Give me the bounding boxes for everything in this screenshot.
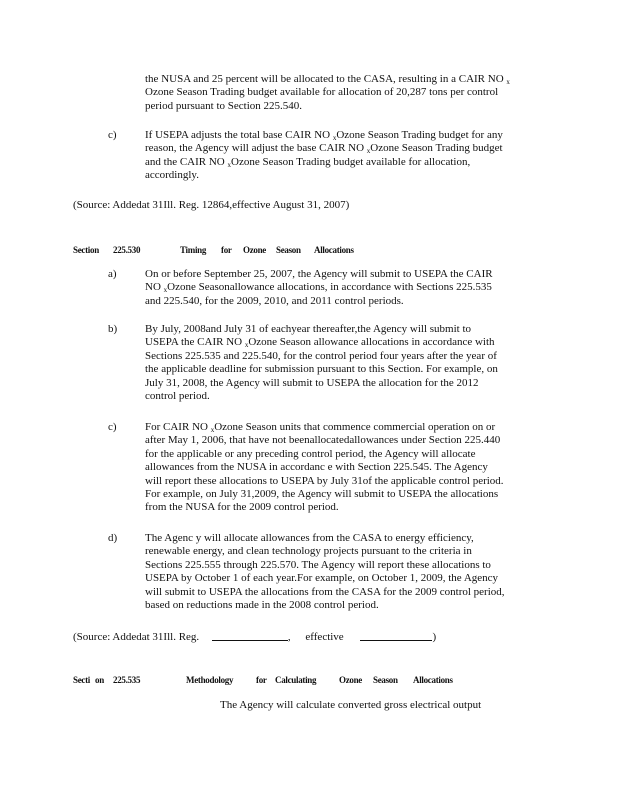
effective-date-blank: [360, 630, 432, 641]
register-page-blank: [212, 630, 288, 641]
text-line: USEPA the CAIR NO $_x$Ozone Season allowance allocations in accordance with: [145, 336, 495, 350]
text-line: will submit to USEPA the allocations from the CASA for the 2009 control period,: [145, 585, 505, 598]
section-title-word: for: [256, 675, 267, 685]
section-title-word: Methodology: [186, 675, 234, 685]
text-line: Sections 225.555 through 225.570. The Agency will report these allocations to: [145, 558, 491, 571]
text-line: July 31, 2008, the Agency will submit to USEPA the allocation for the 2012: [145, 376, 479, 389]
section-title-word: Ozone: [243, 245, 266, 255]
intro-paragraph: [145, 73, 531, 113]
text-line: Ozone Season Trading budget available for allocation of 20,287 tons per control: [145, 86, 499, 99]
source-note-pending: [73, 630, 436, 644]
item-c-paragraph: [145, 129, 537, 183]
item-marker: c): [108, 129, 117, 141]
section-title-word: Allocations: [413, 675, 453, 685]
section-label: Section: [73, 245, 99, 255]
text-line: period pursuant to Section 225.540.: [145, 99, 303, 112]
section-title-word: Season: [373, 675, 398, 685]
source-note: (Source: Addedat 31Ill. Reg. 12864,effective August 31, 2007): [73, 199, 350, 211]
text-line: the NUSA and 25 percent will be allocated to the CASA, resulting in a CAIR NO $_x$: [145, 73, 510, 86]
text-line: renewable energy, and clean technology projects pursuant to the criteria in: [145, 545, 472, 558]
section-title-word: Season: [276, 245, 301, 255]
text-line: Sections 225.535 and 225.540, for the control period four years after the year of: [145, 349, 497, 362]
section-title-word: Ozone: [339, 675, 362, 685]
section-label: Secti: [73, 675, 90, 685]
item-marker: a): [108, 268, 117, 280]
section-title-word: Calculating: [275, 675, 317, 685]
item-marker: c): [108, 421, 117, 433]
item-b-paragraph: [145, 323, 537, 403]
text-line: control period.: [145, 390, 210, 403]
text-line: The Agenc y will allocate allowances from the CASA to energy efficiency,: [145, 532, 474, 544]
text-line: For example, on July 31,2009, the Agency will submit to USEPA the allocations: [145, 488, 499, 501]
section-title-word: Timing: [180, 245, 207, 255]
item-a-paragraph: [145, 268, 531, 308]
text-line: for the applicable or any preceding control period, the Agency will allocate: [145, 447, 476, 460]
text-line: from the NUSA for the 2009 control period.: [145, 501, 339, 514]
text-line: If USEPA adjusts the total base CAIR NO $_x$Ozone Season Trading budget for any: [145, 129, 503, 142]
text-line: NO $_x$Ozone Seasonallowance allocations, in accordance with Sections 225.535: [145, 281, 492, 295]
source-close: ): [432, 631, 437, 643]
section-number: 225.530: [113, 245, 141, 255]
text-line: and 225.540, for the 2009, 2010, and 2011 control periods.: [145, 294, 404, 307]
text-line: USEPA by October 1 of each year.For example, on October 1, 2009, the Agency: [145, 572, 499, 585]
section-heading: [73, 244, 373, 256]
section-title-word: for: [221, 245, 232, 255]
text-line: the applicable deadline for submission pursuant to this Section. For example, on: [145, 363, 498, 376]
text-line: By July, 2008and July 31 of eachyear thereafter,the Agency will submit to: [145, 323, 472, 335]
source-effective: effective: [305, 631, 344, 643]
section-label: on: [95, 675, 104, 685]
text-line: accordingly.: [145, 169, 199, 182]
source-prefix: (Source: Addedat 31Ill. Reg.: [73, 631, 200, 643]
text-line: allowances from the NUSA in accordanc e with Section 225.545. The Agency: [145, 461, 488, 474]
item-c-paragraph: [145, 421, 537, 515]
final-text-line: The Agency will calculate converted gross electrical output: [220, 699, 482, 711]
text-line: after May 1, 2006, that have not beenallocatedallowances under Section 225.440: [145, 434, 501, 447]
text-line: On or before September 25, 2007, the Agency will submit to USEPA the CAIR: [145, 268, 493, 280]
section-number: 225.535: [113, 675, 141, 685]
source-comma: ,: [287, 631, 291, 643]
item-marker: b): [108, 323, 118, 335]
text-line: and the CAIR NO $_x$Ozone Season Trading budget available for allocation,: [145, 155, 471, 169]
section-heading: [73, 674, 463, 686]
item-d-paragraph: [145, 532, 537, 612]
text-line: based on reductions made in the 2008 control period.: [145, 599, 379, 612]
section-title-word: Allocations: [314, 245, 354, 255]
text-line: For CAIR NO $_x$Ozone Season units that commence commercial operation on or: [145, 421, 496, 434]
text-line: reason, the Agency will adjust the base CAIR NO $_x$Ozone Season Trading budget: [145, 142, 503, 156]
item-marker: d): [108, 532, 118, 544]
text-line: will report these allocations to USEPA by July 31of the applicable control period.: [145, 474, 504, 487]
